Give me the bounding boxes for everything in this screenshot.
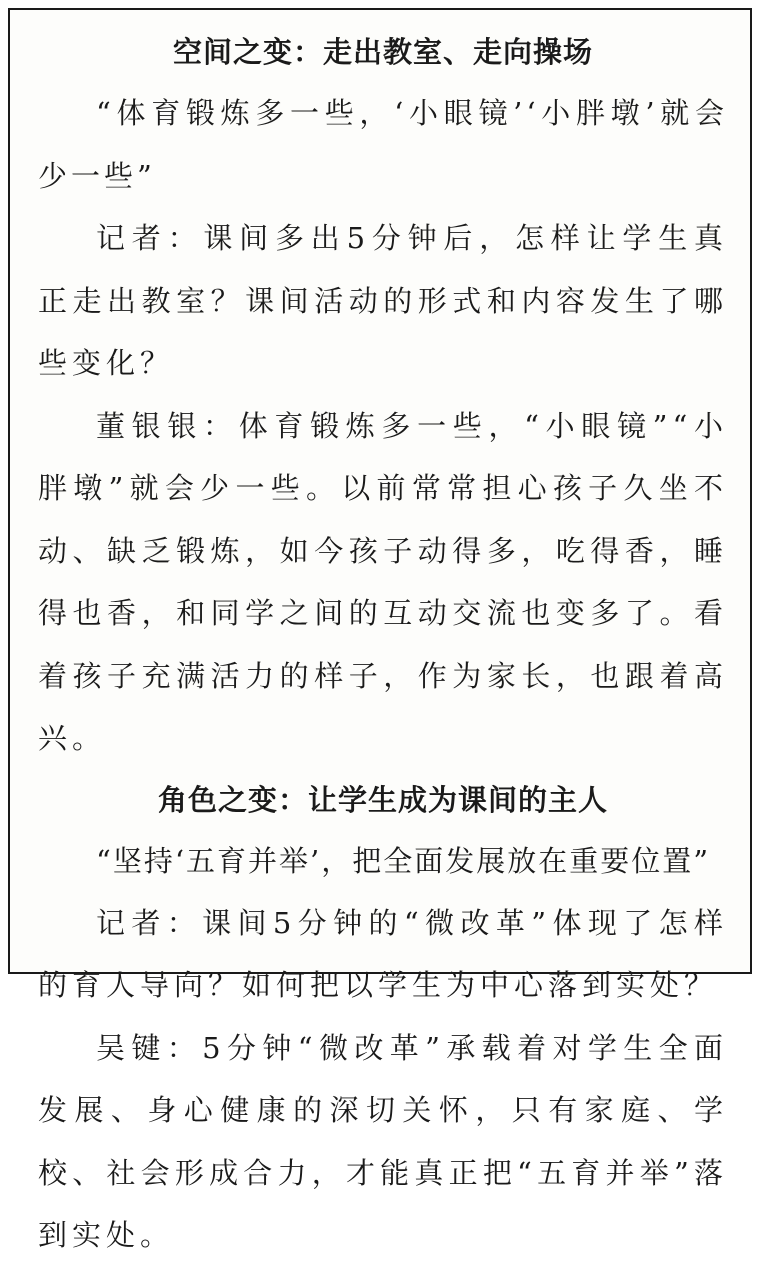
article-content	[38, 22, 728, 1267]
section-2-question	[38, 892, 728, 1017]
question-speaker: 记者：	[96, 905, 203, 940]
answer-speaker: 董银银：	[96, 408, 239, 443]
section-1-question	[38, 207, 728, 395]
answer-text: 体育锻炼多一些，“小眼镜”“小胖墩”就会少一些。以前常常担心孩子久坐不动、缺乏锻炼，如今孩子动得多，吃得香，睡得也香，和同学之间的互动交流也变多了。看着孩子充满活力的样子，作为家长，也跟着高兴。	[38, 408, 728, 755]
section-1-quote: “体育锻炼多一些，‘小眼镜’‘小胖墩’就会少一些”	[38, 96, 728, 193]
answer-speaker: 吴键：	[96, 1030, 203, 1065]
section-2-heading: 角色之变：让学生成为课间的主人	[157, 782, 608, 817]
article-box	[8, 8, 752, 1252]
section-1-answer	[38, 395, 728, 770]
section-2-answer	[38, 1017, 728, 1267]
question-text: 课间5分钟的“微改革”体现了怎样的育人导向？如何把以学生为中心落到实处？	[38, 905, 728, 1002]
section-2-quote: “坚持‘五育并举’，把全面发展放在重要位置”	[96, 843, 711, 878]
question-text: 课间多出5分钟后，怎样让学生真正走出教室？课间活动的形式和内容发生了哪些变化？	[38, 221, 728, 380]
section-1-heading: 空间之变：走出教室、走向操场	[172, 35, 593, 69]
question-speaker: 记者：	[96, 221, 204, 255]
answer-text: 5分钟“微改革”承载着对学生全面发展、身心健康的深切关怀，只有家庭、学校、社会形成合力，才能真正把“五育并举”落到实处。	[38, 1030, 728, 1252]
